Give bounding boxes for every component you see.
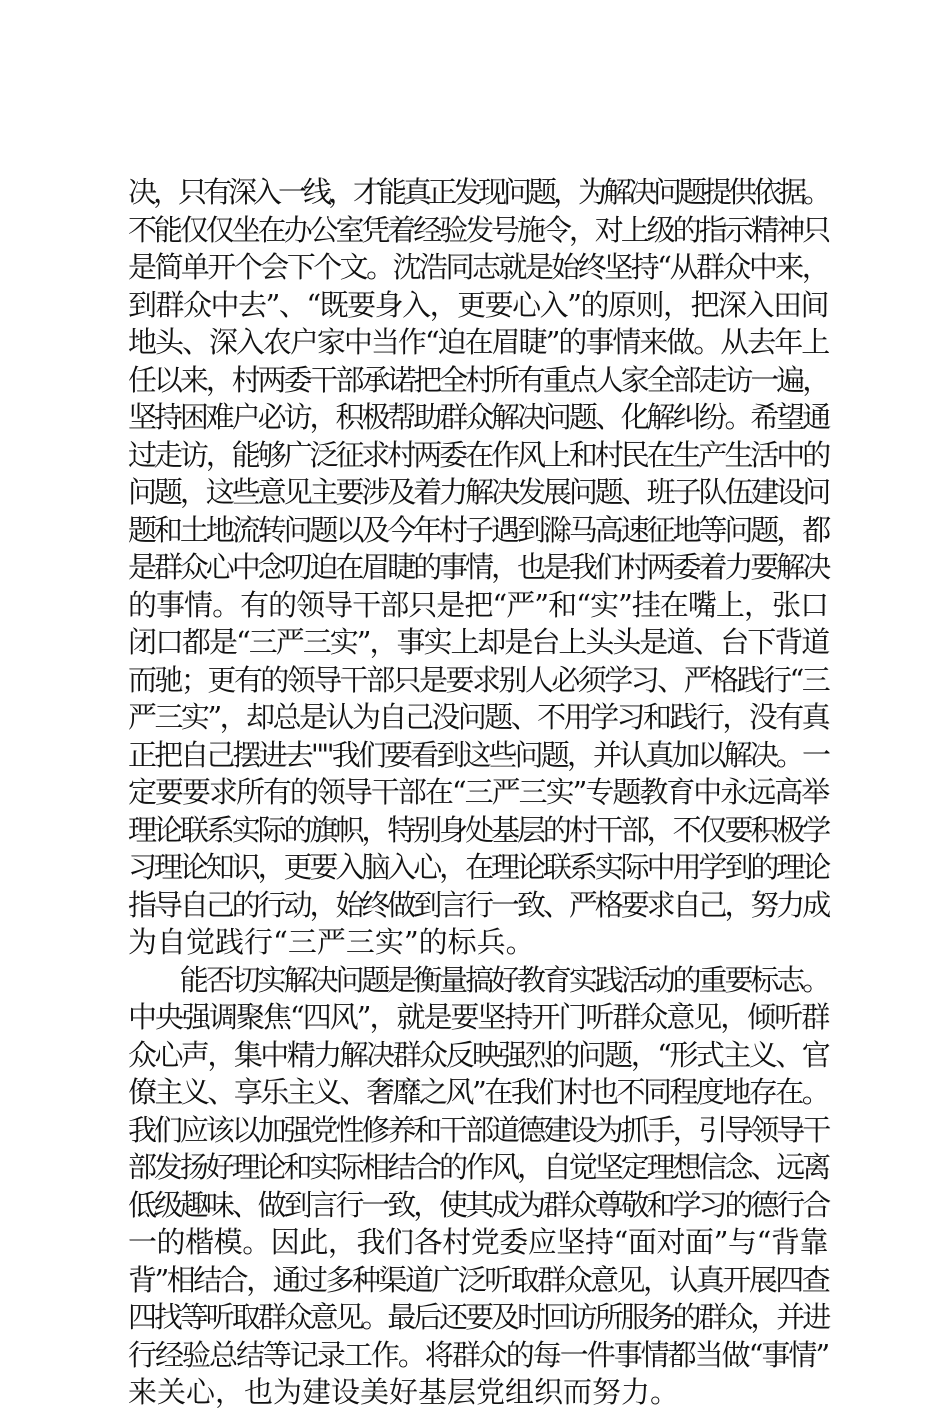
text-line: 正把自己摆进去""我们要看到这些问题，并认真加以解决。一 — [128, 737, 828, 772]
paragraph-2 — [128, 962, 828, 1412]
text-line: 题和土地流转问题以及今年村子遇到滁马高速征地等问题，都 — [128, 512, 828, 547]
text-line: 严三实”，却总是认为自己没问题、不用学习和践行，没有真 — [128, 700, 828, 734]
text-line: 而驰；更有的领导干部只是要求别人必须学习、严格践行“三 — [128, 662, 828, 697]
text-line: 来关心，也为建设美好基层党组织而努力。 — [128, 1375, 680, 1409]
text-line: 坚持困难户必访，积极帮助群众解决问题、化解纠纷。希望通 — [128, 400, 828, 434]
text-line: 我们应该以加强党性修养和干部道德建设为抓手，引导领导干 — [128, 1112, 828, 1147]
text-line: 为自觉践行“三严三实”的标兵。 — [128, 925, 535, 959]
text-line: 不能仅仅坐在办公室凭着经验发号施令，对上级的指示精神只 — [128, 212, 828, 247]
text-line: 中央强调聚焦“四风”，就是要坚持开门听群众意见，倾听群 — [128, 1000, 828, 1034]
text-line: 僚主义、享乐主义、奢靡之风”在我们村也不同程度地存在。 — [128, 1075, 828, 1109]
text-line: 四找等听取群众意见。最后还要及时回访所服务的群众，并进 — [128, 1300, 828, 1334]
text-line: 习理论知识，更要入脑入心，在理论联系实际中用学到的理论 — [128, 850, 828, 884]
text-line: 理论联系实际的旗帜，特别身处基层的村干部，不仅要积极学 — [128, 812, 828, 847]
text-line: 地头、深入农户家中当作“迫在眉睫”的事情来做。从去年上 — [128, 325, 828, 359]
text-line: 众心声，集中精力解决群众反映强烈的问题，“形式主义、官 — [128, 1037, 828, 1072]
text-line: 能否切实解决问题是衡量搞好教育实践活动的重要标志。 — [128, 962, 828, 997]
text-line: 行经验总结等记录工作。将群众的每一件事情都当做“事情” — [128, 1337, 828, 1372]
text-line: 是简单开个会下个文。沈浩同志就是始终坚持“从群众中来， — [128, 250, 828, 284]
text-line: 低级趣味、做到言行一致，使其成为群众尊敬和学习的德行合 — [128, 1187, 828, 1222]
text-line: 到群众中去”、“既要身入，更要心入”的原则，把深入田间 — [128, 287, 828, 322]
text-line: 是群众心中念叨迫在眉睫的事情，也是我们村两委着力要解决 — [128, 550, 828, 584]
text-line: 闭口都是“三严三实”，事实上却是台上头头是道、台下背道 — [128, 625, 828, 659]
text-line: 指导自己的行动，始终做到言行一致、严格要求自己，努力成 — [128, 887, 828, 922]
text-line: 的事情。有的领导干部只是把“严”和“实”挂在嘴上，张口 — [128, 587, 828, 622]
text-line: 任以来，村两委干部承诺把全村所有重点人家全部走访一遍， — [128, 362, 828, 397]
text-line: 一的楷模。因此，我们各村党委应坚持“面对面”与“背靠 — [128, 1225, 828, 1259]
text-line: 背”相结合，通过多种渠道广泛听取群众意见，认真开展四查 — [128, 1262, 828, 1297]
text-line: 决，只有深入一线，才能真正发现问题，为解决问题提供依据。 — [128, 175, 829, 209]
text-line: 部发扬好理论和实际相结合的作风，自觉坚定理想信念、远离 — [128, 1150, 828, 1184]
document-body — [128, 174, 828, 1412]
text-line: 定要要求所有的领导干部在“三严三实”专题教育中永远高举 — [128, 775, 828, 809]
text-line: 问题，这些意见主要涉及着力解决发展问题、班子队伍建设问 — [128, 475, 828, 509]
paragraph-1 — [128, 174, 828, 962]
text-line: 过走访，能够广泛征求村两委在作风上和村民在生产生活中的 — [128, 437, 828, 472]
